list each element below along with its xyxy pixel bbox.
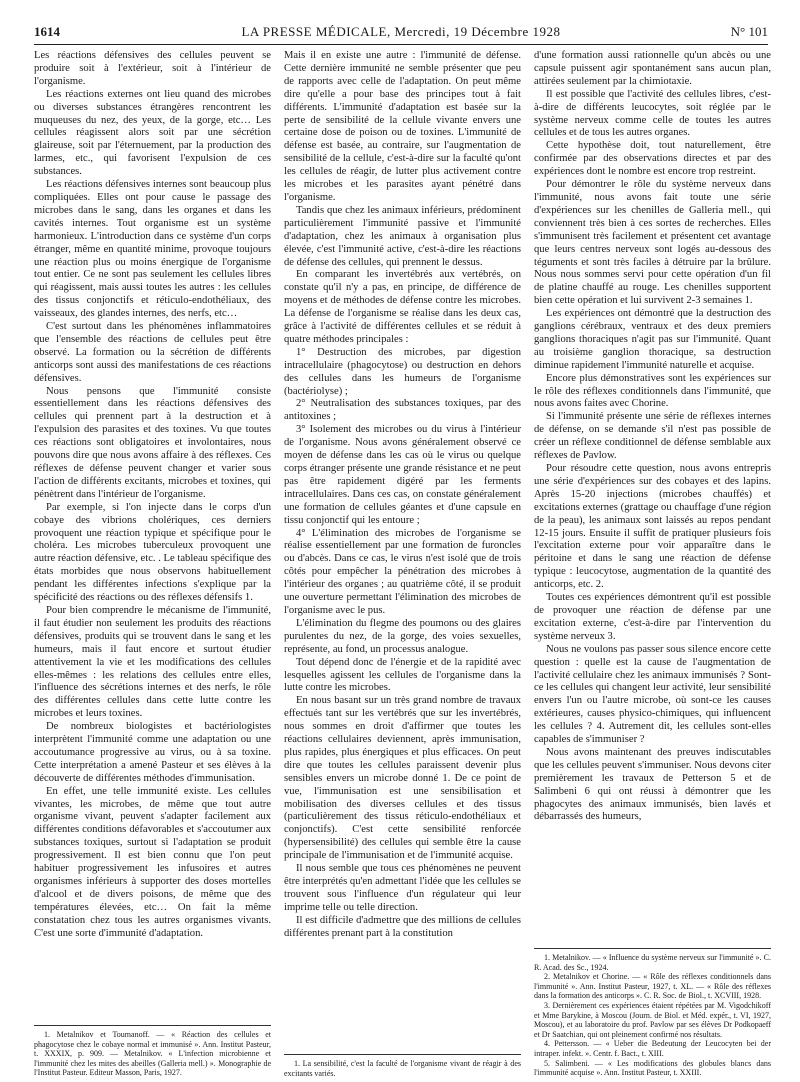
- paragraph: Il est difficile d'admettre que des millions de cellules différentes prenant part à la constitution: [284, 914, 521, 939]
- footnote: 4. Pettersson. — « Ueber die Bedeutung der Leucocyten bei der intraper. infekt. ». Centr. f. Bact., t. XIII.: [534, 1039, 771, 1058]
- paragraph: En nous basant sur un très grand nombre de travaux effectués tant sur les vertébrés que sur les invertébrés, nous sommes en droit d'affirmer que toutes les réactions cellulaires deviennent, après immunisation, plus rapides, plus énergiques et plus efficaces. On peut dire que toutes les cellules paraissent devenir plus sensibles envers un microbe donné 1. De ce point de vue, l'immunisation est une sensibilisation et mobilisation des diverses cellules et des tissus (particulièrement des tissus réticulo-endothéliaux et conjonctifs). C'est cette sensibilité renforcée (hypersensibilité) des cellules qui semble être la cause principale de l'immunisation et de l'immunité acquise.: [284, 695, 521, 862]
- paragraph: Il nous semble que tous ces phénomènes ne peuvent être interprétés qu'en admettant l'idée que les cellules se trouvent sous l'influence d'un régulateur qui leur imprime telle ou telle direction.: [284, 863, 521, 913]
- paragraph: Si l'immunité présente une série de réflexes internes de défense, on se demande s'il n'est pas possible de créer un réflexe conditionnel de défense semblable aux réflexes de Pavlow.: [534, 411, 771, 462]
- footnote: 5. Salimbeni. — « Les modifications des globules blancs dans l'immunité acquise ». Ann. Institut Pasteur, t. XXIII.: [534, 1058, 771, 1078]
- footnotes-column-2: [284, 1054, 521, 1078]
- paragraph: En comparant les invertébrés aux vertébrés, on constate qu'il n'y a pas, en principe, de différence de moyens et de méthodes de défense contre les microbes. La défense de l'organisme se réalise dans les deux cas, grâce à l'activité de différentes cellules et se réduit à quatre méthodes principales :: [284, 269, 521, 345]
- column-2: [284, 50, 521, 941]
- paragraph: Nous avons maintenant des preuves indiscutables que les cellules peuvent s'immuniser. Nous devons citer premièrement les travaux de Petterson 5 et de Salimbeni 6 qui ont réussi à démontrer que les phagocytes des animaux immunisés, bien lavés et débarrassés des humeurs,: [534, 746, 771, 823]
- paragraph: Les réactions défensives des cellules peuvent se produire soit à l'extérieur, soit à l'intérieur de l'organisme.: [34, 50, 271, 87]
- paragraph: d'une formation aussi rationnelle qu'un abcès ou une capsule puissent agir spontanément sans aucun plan, attirées seulement par la chimiotaxie.: [534, 50, 771, 87]
- paragraph: Toutes ces expériences démontrent qu'il est possible de provoquer une réaction de défense par une excitation externe, c'est-à-dire par l'intervention du système nerveux 3.: [534, 592, 771, 642]
- paragraph: 2° Neutralisation des substances toxiques, par des antitoxines ;: [284, 398, 521, 423]
- paragraph: L'élimination du flegme des poumons ou des glaires purulentes du nez, de la gorge, des voies sexuelles, représente, au fond, un processus analogue.: [284, 617, 521, 655]
- paragraph: Nous pensons que l'immunité consiste essentiellement dans les réactions défensives des cellules qui prennent part à la destruction et à l'expulsion des parasites et des toxines. Vu que toutes ces réactions sont obligatoires et involontaires, nous pouvons dire que nous avons affaire à des réflexes. Ces réflexes de défense peuvent changer et varier sous l'action de différents excitants, microbes et toxines, qui pénètrent dans l'intérieur de l'organisme.: [34, 385, 271, 500]
- paragraph: Il est possible que l'activité des cellules libres, c'est-à-dire de différents leucocytes, soit réglée par le système nerveux comme celle de toutes les autres cellules et de tous les autres organes.: [534, 88, 771, 139]
- footnote: 3. Dernièrement ces expériences étaient répétées par M. Vigodchikoff et Mme Barykine, à Moscou (Journ. de Biol. et Méd. expér., t. VI, 1927, Moscou), et au laboratoire du prof. Pavlow par ses élèves Dr Podkopaeff et Dr Saatchian, qui ont pleinement confirmé nos résultats.: [534, 1000, 771, 1039]
- footnote: 1. Metalnikov. — « Influence du système nerveux sur l'immunité ». C. R. Acad. des Sc., 1924.: [534, 953, 771, 972]
- footnote: 2. Metalnikov et Chorine. — « Rôle des réflexes conditionnels dans l'immunité ». Ann. Institut Pasteur, 1927, t. XL. — « Rôle des réflexes dans la formation des anticorps ». C. R. Soc. de Biol., t. XCVIII, 1928.: [534, 972, 771, 1001]
- paragraph: Par exemple, si l'on injecte dans le corps d'un cobaye des vibrions cholériques, ces derniers provoquent une réaction typique et spécifique pour le choléra. Les microbes tuberculeux provoquent une autre réaction défensive, etc. . Le tableau spécifique des états morbides que nous observons habituellement pendant les différentes infections s'explique par la spécificité des réactions ou des réflexes défensifs 1.: [34, 501, 271, 604]
- footnotes-column-3: [534, 948, 771, 1078]
- paragraph: De nombreux biologistes et bactériologistes interprètent l'immunité comme une adaptation ou une accoutumance progressive au virus, ou à sa toxine. Cette interprétation a amené Pasteur et ses élèves à la découverte de différentes méthodes d'immunisation.: [34, 721, 271, 784]
- paragraph: Les réactions externes ont lieu quand des microbes ou diverses substances étrangères rencontrent les muqueuses du nez, des yeux, de la gorge, etc… Les cellules réagissent alors soit par une sécrétion glaireuse, soit par l'éternuement, par la production des larmes, etc., qui favorisent l'expulsion de ces substances.: [34, 88, 271, 178]
- paragraph: Les expériences ont démontré que la destruction des ganglions cérébraux, ventraux et des deux premiers ganglions thoraciques n'agit pas sur l'immunité. Quant au troisième ganglion thoracique, sa destruction diminue rapidement l'immunité naturelle et acquise.: [534, 308, 771, 371]
- footnote: 1. Metalnikov et Toumanoff. — « Réaction des cellules et phagocytose chez le cobaye normal et immunisé ». Ann. Institut Pasteur, t. XXXIX, p. 909. — Metalnikov. « L'infection microbienne et l'immunité chez les mites des abeilles (Galleria mell.) ». Monographie de l'Institut Pasteur. Editeur Masson, Paris, 1927.: [34, 1030, 271, 1078]
- column-3: [534, 50, 771, 824]
- issue-number: N° 101: [730, 24, 768, 39]
- paragraph: 4° L'élimination des microbes de l'organisme se réalise essentiellement par une formation de furoncles ou d'abcès. Dans ce cas, le virus n'est isolé que de trois côtés pour empêcher la pénétration des microbes à l'intérieur des organes ; au quatrième côté, il se produit une ouverture permettant l'élimination des microbes de l'organisme avec le pus.: [284, 527, 521, 616]
- paragraph: 1° Destruction des microbes, par digestion intracellulaire (phagocytose) ou destruction en dehors des cellules dans les humeurs de l'organisme (bactériolyse) ;: [284, 346, 521, 397]
- paragraph: Mais il en existe une autre : l'immunité de défense. Cette dernière immunité ne semble présenter que peu de rapports avec celle de l'adaptation. On peut même dire qu'elle a pour base des principes tout à fait différents. L'immunité d'adaptation est basée sur la perte de sensibilité de la cellule vivante envers une certaine dose de poison ou de toxines. L'immunité de défense est basée, au contraire, sur l'augmentation de sensibilité de la cellule, c'est-à-dire sur la faculté qu'ont les cellules de réagir, de lutter plus activement contre les microbes et les parasites ayant pénétré dans l'organisme.: [284, 50, 521, 203]
- paragraph: Tandis que chez les animaux inférieurs, prédominent particulièrement l'immunité passive et l'immunité d'adaptation, chez les animaux à organisation plus élevée, c'est l'immunité active, c'est-à-dire les réactions de défense des cellules, qui prennent le dessus.: [284, 204, 521, 268]
- journal-title: LA PRESSE MÉDICALE, Mercredi, 19 Décembre 1928: [241, 24, 561, 39]
- paragraph: Pour bien comprendre le mécanisme de l'immunité, il faut étudier non seulement les produits des réactions défensives, produits qui se trouvent dans le sang et les humeurs, mais il faut encore et surtout étudier attentivement la vie et les modifications des cellules elles-mêmes : les relations des cellules entre elles, l'influence des sécrétions internes et des nerfs, le rôle des différentes cellules dans cette lutte contre les microbes et leurs toxines.: [34, 604, 271, 720]
- paragraph: Les réactions défensives internes sont beaucoup plus compliquées. Elles ont pour cause le passage des microbes dans le sang, dans les organes et dans les cavités internes. Tout organisme est un système harmonieux. L'introduction dans ce système d'un corps étranger, même en quantité minime, provoque toujours une réaction plus ou moins énergique de l'organisme tout entier. Ce ne sont pas seulement les cellules libres qui réagissent, mais aussi toutes les autres : les cellules des tissus conjonctifs et réticulo-endothéliaux, des vaisseaux, des glandes internes, des nerfs, etc…: [34, 179, 271, 320]
- paragraph: Cette hypothèse doit, tout naturellement, être confirmée par des observations directes et par des expériences dont le nombre est encore trop restreint.: [534, 140, 771, 178]
- paragraph: Encore plus démonstratives sont les expériences sur le rôle des réflexes conditionnels dans l'immunité, que nous avons faites avec Chorine.: [534, 372, 771, 410]
- paragraph: Pour démontrer le rôle du système nerveux dans l'immunité, nous avons fait toute une série d'expériences sur les chenilles de Galleria mell., qui conviennent très bien à ces sortes de recherches. Elles s'immunisent très facilement et présentent cet avantage que leurs centres nerveux sont logés au-dessous des téguments et sont très faciles à détruire par la brûlure. Nous nous sommes servi pour cette opération d'un fil de platine chauffé au rouge. Les chenilles supportent bien cette opération et lui survivent 2-3 semaines 1.: [534, 179, 771, 307]
- paragraph: En effet, une telle immunité existe. Les cellules vivantes, les microbes, de même que tout autre organisme vivant, peuvent s'adapter facilement aux différentes conditions défavorables et s'accoutumer aux substances toxiques, surtout si l'adaptation se produit progressivement. Il est bien connu que l'on peut habituer progressivement les infusoires et autres organismes inférieurs à supporter des doses mortelles d'alcool et de divers poisons, de même que des températures élevées, etc… On fait la même constatation chez tous les autres organismes vivants. C'est une sorte d'immunité d'adaptation.: [34, 785, 271, 939]
- paragraph: Tout dépend donc de l'énergie et de la rapidité avec lesquelles agissent les cellules de l'organisme dans la lutte contre les microbes.: [284, 656, 521, 694]
- page-number: 1614: [34, 24, 60, 39]
- page-header: [34, 22, 768, 45]
- paragraph: Pour résoudre cette question, nous avons entrepris une série d'expériences sur des cobayes et des lapins. Après 15-20 injections (microbes chauffés) et excitations externes (grattage ou chauffage d'une région de la peau), les animaux sont laissés au repos pendant 12-15 jours. Ensuite il suffit de pratiquer plusieurs fois l'excitation externe pour voir apparaître dans le péritoine et dans le sang une réaction de défense typique : leucocytose, augmentation de la quantité des anticorps, etc. 2.: [534, 463, 771, 591]
- paragraph: 3° Isolement des microbes ou du virus à l'intérieur de l'organisme. Nous avons généralement observé ce moyen de défense dans les cas où le virus ou quelque corps étranger présente une grande résistance et ne peut pas être rapidement digéré par les ferments intracellulaires. Dans ces cas, on constate généralement une formation de cellules géantes et d'une capsule en tissu conjonctif qui les entoure ;: [284, 424, 521, 526]
- paragraph: Nous ne voulons pas passer sous silence encore cette question : quelle est la cause de l'augmentation de l'activité cellulaire chez les animaux immunisés ? Sont-ce les cellules qui changent leur activité, leur sensibilité envers l'un ou l'autre microbe, où sont-ce les causes extérieures, causes physico-chimiques, qui influencent les cellules ? 4. Autrement dit, les cellules sont-elles capables de s'immuniser ?: [534, 643, 771, 746]
- footnotes-column-1: [34, 1025, 271, 1078]
- paragraph: C'est surtout dans les phénomènes inflammatoires que l'ensemble des réactions de cellules peut être observé. La formation ou la sécrétion de différents anticorps sont aussi des manifestations de ces réactions défensives.: [34, 321, 271, 384]
- column-1: [34, 50, 271, 941]
- footnote: 1. La sensibilité, c'est la faculté de l'organisme vivant de réagir à des excitants variés.: [284, 1059, 521, 1078]
